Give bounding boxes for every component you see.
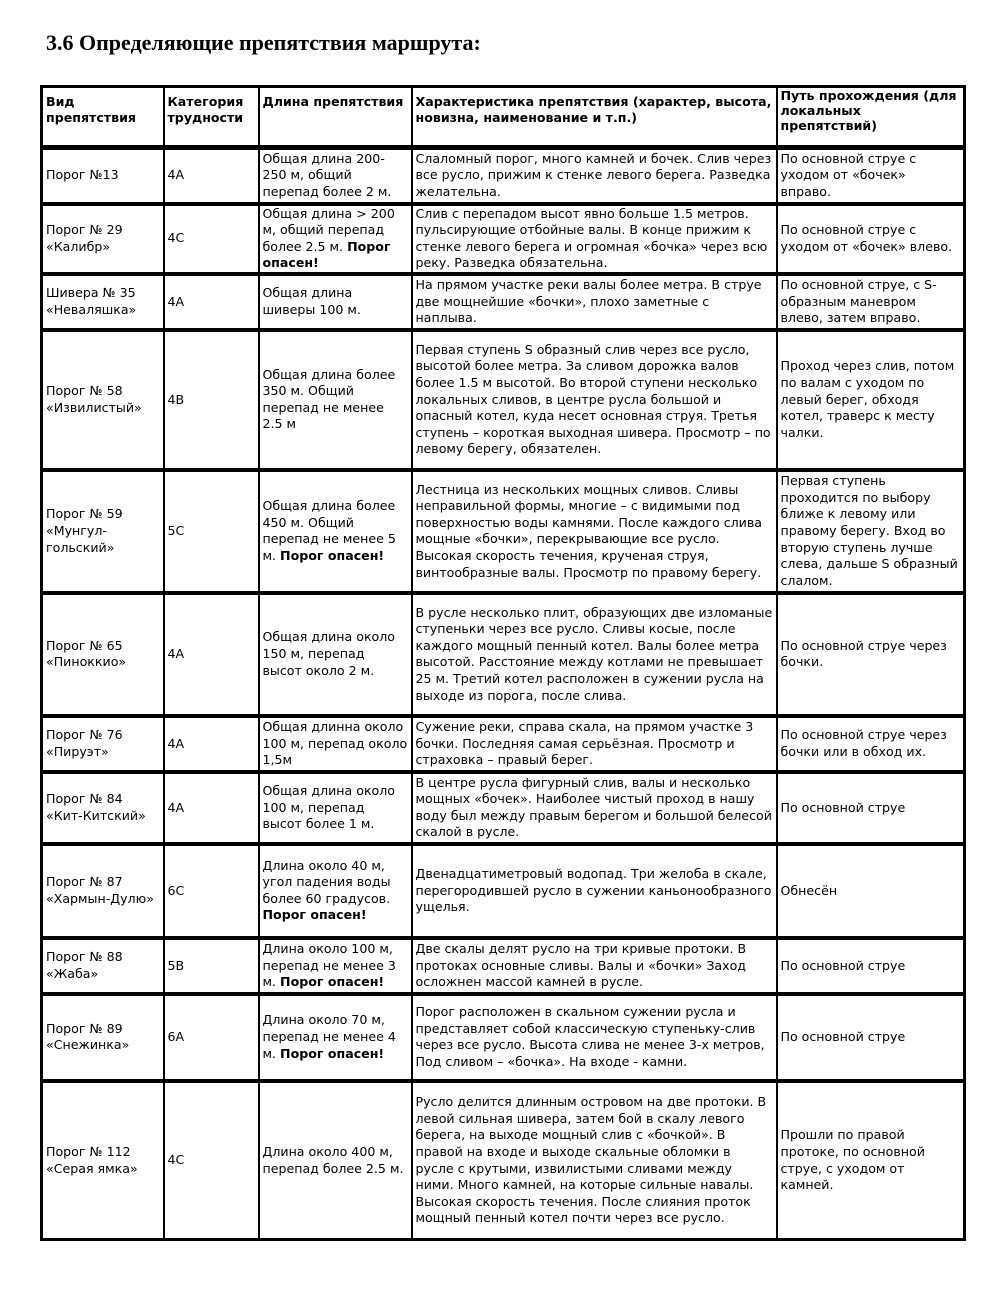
table-row (42, 330, 965, 470)
path-cell: По основной струе (777, 994, 965, 1081)
length-cell (259, 274, 412, 330)
table-row (42, 994, 965, 1081)
length-text: Общая длина более 450 м. Общий перепад не менее 5 м. (262, 498, 396, 563)
description-cell: Порог расположен в скальном сужении русла и представляет собой классическую ступеньку-слив через все русло. Высота слива не менее 3-х метров, Под сливом – «бочка». На входе - камни. (412, 994, 777, 1081)
obstacle-name-cell (42, 470, 164, 593)
path-cell: Первая ступень проходится по выбору ближе к левому или правому берегу. Вход во вторую ступень лучше слева, дальше S образный слалом. (777, 470, 965, 593)
table-row (42, 1081, 965, 1240)
description-cell: На прямом участке реки валы более метра. В струе две мощнейшие «бочки», плохо заметные с наплыва. (412, 274, 777, 330)
obstacle-name-cell (42, 148, 164, 204)
obstacle-name: Порог № 88 (46, 949, 123, 965)
obstacle-name: Порог № 59 (46, 506, 123, 522)
length-cell (259, 593, 412, 716)
obstacle-nickname: «Серая ямка» (46, 1160, 138, 1176)
category-cell: 5С (164, 470, 259, 593)
description-cell: В центре русла фигурный слив, валы и несколько мощных «бочек». Наиболее чистый проход в нашу воду был между правым берегом и большой белесой скалой в русле. (412, 772, 777, 844)
obstacle-name: Порог №13 (46, 167, 119, 183)
description-cell: Сужение реки, справа скала, на прямом участке 3 бочки. Последняя самая серьёзная. Просмотр и страховка – правый берег. (412, 716, 777, 772)
obstacle-name: Шивера № 35 (46, 285, 136, 301)
obstacle-nickname: «Хармын-Дулю» (46, 890, 154, 906)
table-row (42, 593, 965, 716)
table-row (42, 716, 965, 772)
description-cell: В русле несколько плит, образующих две изломаные ступеньки через все русло. Сливы косые, после каждого мощный пенный котел. Валы более метра высотой. Расстояние между котлами не превышает 25 м. Третий котел расположен в сужении русла на выходе из порога, после слива. (412, 593, 777, 716)
obstacle-name-cell (42, 1081, 164, 1240)
description-cell: Две скалы делят русло на три кривые протоки. В протоках основные сливы. Валы и «бочки» Заход осложнен массой камней в русле. (412, 938, 777, 994)
obstacle-name-cell (42, 593, 164, 716)
path-cell: Прошли по правой протоке, по основной струе, с уходом от камней. (777, 1081, 965, 1240)
length-cell (259, 148, 412, 204)
path-cell: По основной струе (777, 772, 965, 844)
length-text: Длина около 400 м, перепад более 2.5 м. (262, 1144, 404, 1176)
header-description: Характеристика препятствия (характер, высота, новизна, наименование и т.п.) (412, 87, 777, 148)
length-cell (259, 994, 412, 1081)
path-cell: Обнесён (777, 844, 965, 938)
header-category: Категория трудности (164, 87, 259, 148)
length-text: Общая длина около 100 м, перепад высот более 1 м. (262, 782, 396, 832)
table-header-row (42, 87, 965, 148)
length-text: Длина около 100 м, перепад не менее 3 м. (262, 940, 396, 990)
length-text: Общая длина > 200 м, общий перепад более 2.5 м. (262, 205, 395, 254)
length-text: Длина около 40 м, угол падения воды более 60 градусов. (262, 857, 391, 906)
danger-warning: Порог опасен! (280, 1045, 385, 1061)
obstacle-name-cell (42, 274, 164, 330)
obstacle-name-cell (42, 938, 164, 994)
danger-warning: Порог опасен! (262, 907, 367, 923)
obstacle-name: Порог № 58 (46, 383, 123, 399)
category-cell: 4А (164, 716, 259, 772)
header-type: Вид препятствия (42, 87, 164, 148)
obstacle-name: Порог № 65 (46, 637, 123, 653)
danger-warning: Порог опасен! (280, 547, 385, 563)
table-row (42, 470, 965, 593)
obstacle-name: Порог № 76 (46, 727, 123, 743)
length-cell (259, 1081, 412, 1240)
length-cell (259, 716, 412, 772)
category-cell: 4С (164, 204, 259, 274)
obstacle-name-cell (42, 330, 164, 470)
category-cell: 6А (164, 994, 259, 1081)
path-cell: По основной струе, с S-образным маневром влево, затем вправо. (777, 274, 965, 330)
obstacles-table (40, 85, 966, 1241)
category-cell: 4А (164, 772, 259, 844)
length-cell (259, 330, 412, 470)
obstacle-nickname: «Извилистый» (46, 399, 142, 415)
length-text: Общая длина 200-250 м, общий перепад более 2 м. (262, 150, 392, 200)
obstacle-name: Порог № 87 (46, 874, 123, 890)
category-cell: 4С (164, 1081, 259, 1240)
path-cell: Проход через слив, потом по валам с уходом по левый берег, обходя котел, траверс к месту чалки. (777, 330, 965, 470)
table-row (42, 204, 965, 274)
table-row (42, 938, 965, 994)
obstacle-nickname: «Неваляшка» (46, 301, 137, 317)
length-cell (259, 204, 412, 274)
obstacle-nickname: «Пиноккио» (46, 654, 127, 670)
path-cell: По основной струе через бочки. (777, 593, 965, 716)
obstacle-name: Порог № 89 (46, 1020, 123, 1036)
obstacle-nickname: «Кит-Китский» (46, 807, 146, 823)
obstacle-name-cell (42, 994, 164, 1081)
obstacle-nickname: «Жаба» (46, 965, 99, 981)
obstacle-nickname: «Калибр» (46, 238, 111, 254)
category-cell: 4А (164, 148, 259, 204)
category-cell: 4А (164, 593, 259, 716)
length-cell (259, 470, 412, 593)
obstacle-name-cell (42, 772, 164, 844)
description-cell: Первая ступень S образный слив через все русло, высотой более метра. За сливом дорожка валов более 1.5 м высотой. Во второй ступени несколько локальных сливов, в центре русла большой и опасный котел, куда несет основная струя. Третья ступень – короткая выходная шивера. Просмотр – по левому берегу, обязателен. (412, 330, 777, 470)
description-cell: Слив с перепадом высот явно больше 1.5 метров. пульсирующие отбойные валы. В конце прижим к стенке левого берега и огромная «бочка» через всю реку. Разведка обязательна. (412, 204, 777, 274)
danger-warning: Порог опасен! (262, 238, 391, 271)
category-cell: 4А (164, 274, 259, 330)
length-text: Общая длина шиверы 100 м. (262, 285, 361, 317)
category-cell: 6С (164, 844, 259, 938)
category-cell: 4В (164, 330, 259, 470)
obstacle-name-cell (42, 844, 164, 938)
table-row (42, 148, 965, 204)
table-row (42, 772, 965, 844)
table-row (42, 274, 965, 330)
description-cell: Лестница из нескольких мощных сливов. Сливы неправильной формы, многие – с видимыми под поверхностью воды камнями. После каждого слива мощные «бочки», перекрывающие все русло. Высокая скорость течения, крученая струя, винтообразные валы. Просмотр по правому берегу. (412, 470, 777, 593)
description-cell: Русло делится длинным островом на две протоки. В левой сильная шивера, затем бой в скалу левого берега, на выходе мощный слив с «бочкой». В правой на входе и выходе скальные обломки в русле с крутыми, извилистыми сливами между ними. Много камней, на которые сильные навалы. Высокая скорость течения. После слияния проток мощный пенный котел почти через все русло. (412, 1081, 777, 1240)
obstacle-name-cell (42, 204, 164, 274)
length-text: Длина около 70 м, перепад не менее 4 м. (262, 1012, 396, 1061)
obstacle-nickname: «Пируэт» (46, 743, 109, 759)
path-cell: По основной струе с уходом от «бочек» влево. (777, 204, 965, 274)
description-cell: Слаломный порог, много камней и бочек. Слив через все русло, прижим к стенке левого берега. Разведка желательна. (412, 148, 777, 204)
obstacle-name: Порог № 29 (46, 222, 123, 238)
description-cell: Двенадцатиметровый водопад. Три желоба в скале, перегородившей русло в сужении каньонообразного ущелья. (412, 844, 777, 938)
length-text: Общая длинна около 100 м, перепад около 1,5м (262, 718, 408, 768)
length-text: Общая длина около 150 м, перепад высот около 2 м. (262, 629, 396, 678)
danger-warning: Порог опасен! (280, 974, 385, 990)
header-length: Длина препятствия (259, 87, 412, 148)
length-text: Общая длина более 350 м. Общий перепад не менее 2.5 м (262, 366, 396, 432)
path-cell: По основной струе через бочки или в обход их. (777, 716, 965, 772)
obstacle-name-cell (42, 716, 164, 772)
section-title: 3.6 Определяющие препятствия маршрута: (46, 30, 481, 55)
obstacle-name: Порог № 84 (46, 791, 123, 807)
table-row (42, 844, 965, 938)
length-cell (259, 844, 412, 938)
category-cell: 5В (164, 938, 259, 994)
obstacle-name: Порог № 112 (46, 1144, 131, 1160)
header-path: Путь прохождения (для локальных препятствий) (777, 87, 965, 148)
length-cell (259, 772, 412, 844)
path-cell: По основной струе с уходом от «бочек» вправо. (777, 148, 965, 204)
path-cell: По основной струе (777, 938, 965, 994)
obstacle-nickname: «Снежинка» (46, 1037, 130, 1053)
obstacle-nickname: «Мунгул-гольский» (46, 523, 115, 555)
length-cell (259, 938, 412, 994)
